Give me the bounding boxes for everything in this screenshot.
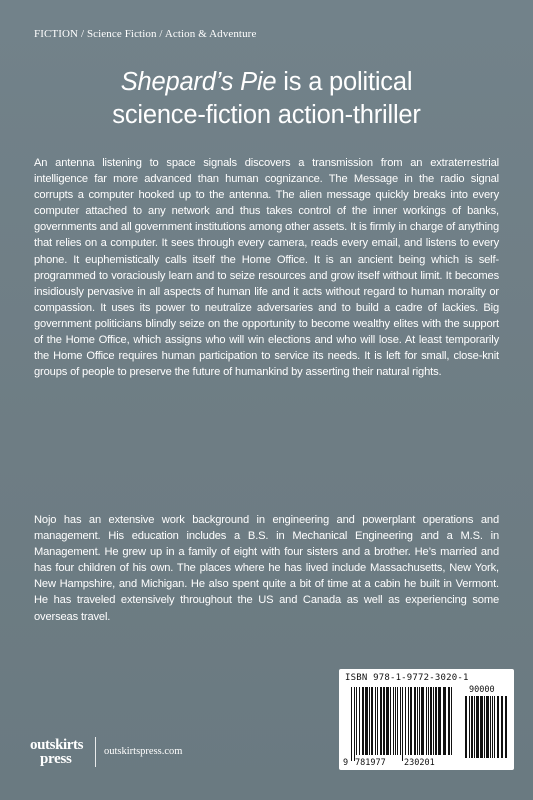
barcode-bar xyxy=(419,687,420,755)
barcode-bar xyxy=(480,696,483,758)
author-bio-paragraph: Nojo has an extensive work background in engineering and powerplant operations and management. His education includes a B.S. in Mechanical Engineering and a M.S. in Management. He grew up in a family of eight with four sisters and a brother. He’s married and has four children of his own. The places where he has lived include Massachusetts, New York, New Hampshire, and Michigan. He also spent quite a bit of time at a cabin he built in Vermont. He has traveled extensively throughout the US and Canada as well as experiencing some overseas travel. xyxy=(34,514,499,623)
barcode-bar xyxy=(408,687,409,755)
barcode-bar xyxy=(505,696,507,758)
barcode-graphic xyxy=(339,669,514,770)
price-addon-bars xyxy=(465,696,507,758)
barcode-bar xyxy=(380,687,382,755)
barcode-bar xyxy=(465,696,467,758)
barcode-bar xyxy=(435,687,437,755)
barcode-bar xyxy=(421,687,424,755)
barcode-bar xyxy=(402,687,403,761)
barcode-bar xyxy=(393,687,394,755)
isbn-barcode xyxy=(339,669,514,770)
barcode-bar xyxy=(351,687,352,761)
headline-line2: science-fiction action-thriller xyxy=(112,101,421,129)
barcode-bar xyxy=(448,687,450,755)
barcode-bar xyxy=(471,696,473,758)
ean-digits-right: 230201 xyxy=(404,758,435,768)
barcode-bar xyxy=(430,687,432,755)
book-title: Shepard’s Pie xyxy=(120,68,277,96)
ean-first-digit: 9 xyxy=(343,758,349,768)
barcode-bar xyxy=(383,687,385,755)
ean-bars xyxy=(351,687,452,761)
barcode-bar xyxy=(426,687,427,755)
ean-digits-left: 781977 xyxy=(355,758,386,768)
barcode-bar xyxy=(362,687,364,755)
barcode-bar xyxy=(395,687,396,755)
barcode-bar xyxy=(438,687,441,755)
barcode-bar xyxy=(375,687,376,755)
logo-divider xyxy=(95,737,96,767)
barcode-bar xyxy=(476,696,479,758)
headline-line1-rest: is a political xyxy=(276,68,413,96)
isbn-number: ISBN 978-1-9772-3020-1 xyxy=(345,673,469,683)
barcode-bar xyxy=(417,687,418,755)
barcode-bar xyxy=(377,687,378,755)
barcode-bar xyxy=(397,687,398,755)
headline xyxy=(34,66,499,132)
barcode-bar xyxy=(369,687,370,755)
publisher-url: outskirtspress.com xyxy=(104,746,183,757)
barcode-bar xyxy=(400,687,401,755)
barcode-bar xyxy=(469,696,470,758)
barcode-bar xyxy=(359,687,360,755)
publisher-logo xyxy=(30,738,92,768)
price-code: 90000 xyxy=(469,685,495,695)
barcode-bar xyxy=(486,696,489,758)
barcode-bar xyxy=(497,696,499,758)
barcode-bar xyxy=(356,687,357,755)
barcode-bar xyxy=(371,687,373,755)
barcode-bar xyxy=(484,696,485,758)
barcode-bar xyxy=(410,687,412,755)
publisher-logo-bottom: press xyxy=(40,751,72,767)
barcode-bar xyxy=(414,687,416,755)
category-line: FICTION / Science Fiction / Action & Adventure xyxy=(34,28,257,40)
barcode-bar xyxy=(501,696,503,758)
barcode-bar xyxy=(390,687,391,755)
barcode-bar xyxy=(490,696,491,758)
barcode-bar xyxy=(443,687,446,755)
barcode-bar xyxy=(354,687,355,761)
barcode-bar xyxy=(451,687,452,755)
barcode-bar xyxy=(386,687,389,755)
publisher-logo-top: outskirts xyxy=(30,737,84,753)
barcode-bar xyxy=(474,696,475,758)
barcode-bar xyxy=(492,696,493,758)
barcode-bar xyxy=(433,687,434,755)
synopsis-paragraph: An antenna listening to space signals discovers a transmission from an extraterrestrial intelligence far more advanced than human cognizance. The Message in the radio signal corrupts a computer hooked up to the antenna. The alien message quickly breaks into every computer attached to any network and thus takes control of the inner workings of banks, governments and all government institutions among other assets. It is firmly in charge of anything that relies on a computer. It sees through every camera, reads every email, and listens to every phone. It euphemistically calls itself the Home Office. It is an ancient being which is self-programmed to voraciously learn and to seize resources and grow itself without limit. It becomes insidiously pervasive in all aspects of human life and it acts without regard to human morality or compassion. It uses its power to neutralize adversaries and to build a cadre of lackies. Big government politicians blindly seize on the opportunity to become wealthy elites with the support of the Home Office, which assigns who will win elections and who will lose. At least temporarily the Home Office requires human participation to service its needs. It is left for small, close-knit groups of people to preserve the future of humankind by asserting their natural rights. xyxy=(34,157,499,379)
barcode-bar xyxy=(365,687,368,755)
barcode-bar xyxy=(494,696,495,758)
barcode-bar xyxy=(405,687,406,755)
barcode-bar xyxy=(428,687,429,755)
